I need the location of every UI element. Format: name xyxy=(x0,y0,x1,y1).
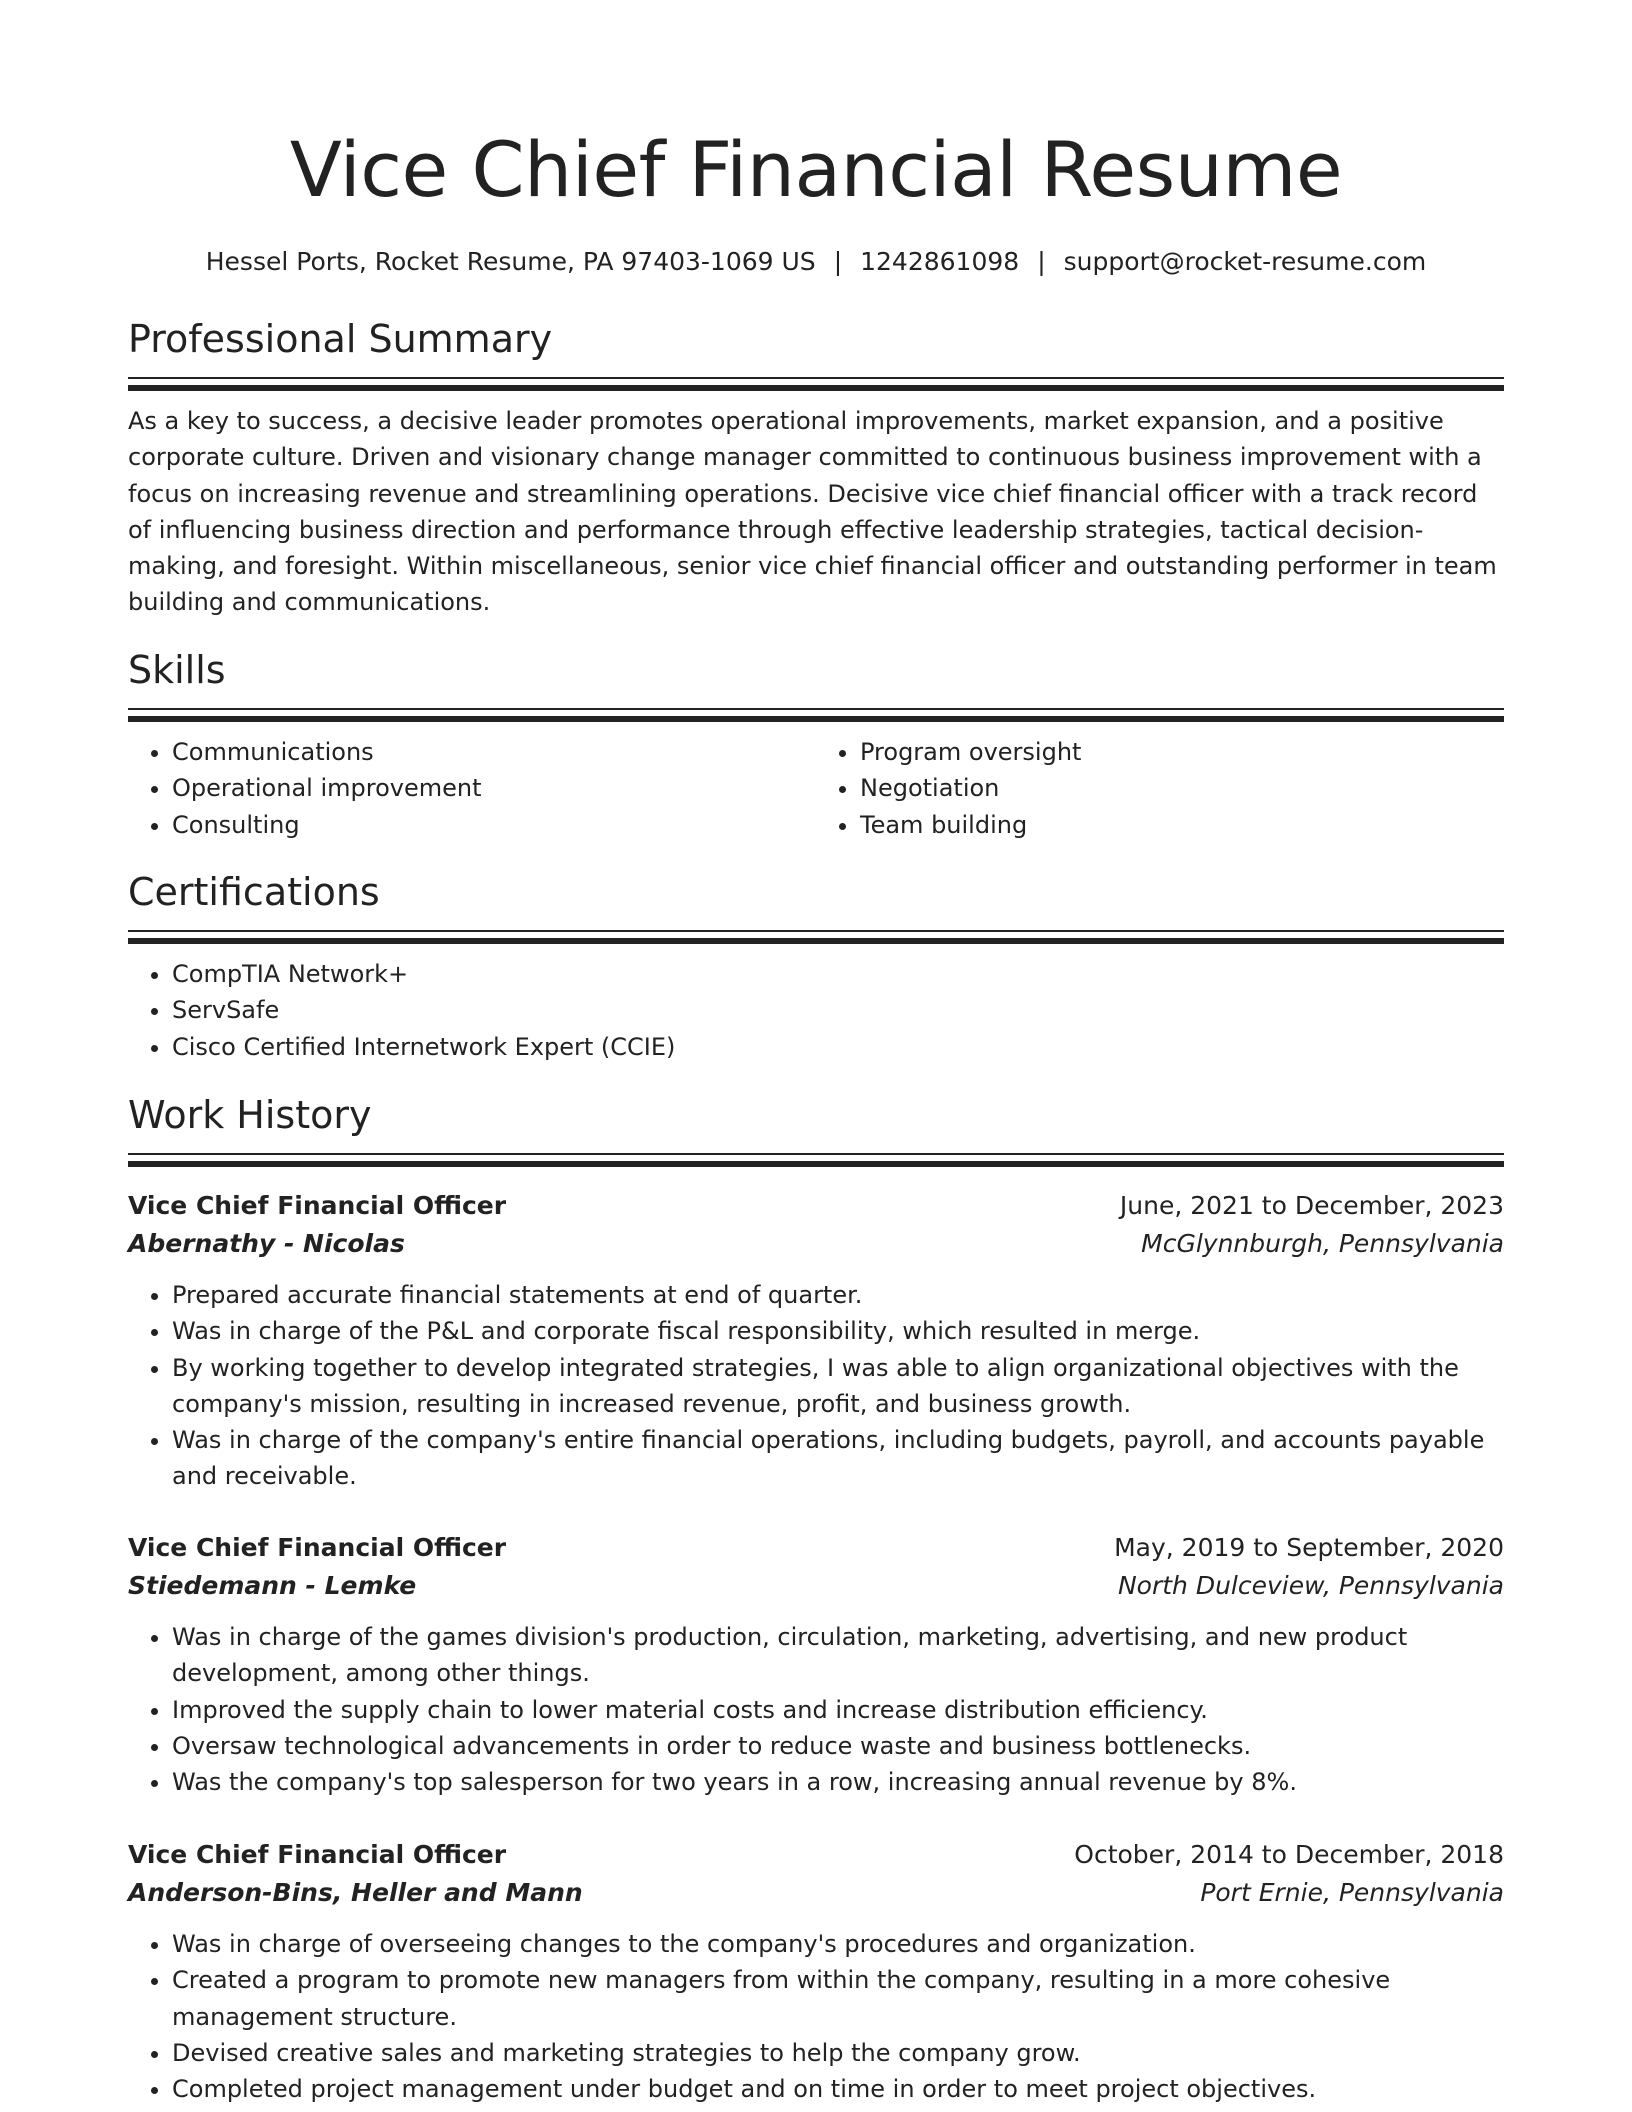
job-bullet: • By working together to develop integrated strategies, I was able to align organizational objectives with the company's mission, resulting in increased revenue, profit, and business growth. xyxy=(172,1350,1504,1423)
contact-address: Hessel Ports, Rocket Resume, PA 97403-1069 US xyxy=(205,247,816,276)
job-header-row xyxy=(128,1836,1504,1874)
job-dates: June, 2021 to December, 2023 xyxy=(1119,1191,1504,1220)
job-bullet: • Created a program to promote new managers from within the company, resulting in a more cohesive management structure. xyxy=(172,1962,1504,2035)
job-location: North Dulceview, Pennsylvania xyxy=(1117,1571,1504,1600)
certification-item: • CompTIA Network+ xyxy=(172,956,1504,992)
job-bullet: • Was in charge of the company's entire financial operations, including budgets, payroll, and accounts payable and receivable. xyxy=(172,1422,1504,1495)
job-bullet: • Devised creative sales and marketing strategies to help the company grow. xyxy=(172,2035,1504,2071)
section-heading-summary: Professional Summary xyxy=(128,317,553,361)
job-entry xyxy=(128,1836,1504,2107)
job-company: Abernathy - Nicolas xyxy=(128,1229,405,1258)
contact-phone: 1242861098 xyxy=(860,247,1020,276)
contact-line xyxy=(128,244,1504,280)
job-header-row xyxy=(128,1529,1504,1567)
job-bullet-list xyxy=(128,1277,1504,1495)
job-company-row xyxy=(128,1225,1504,1263)
skill-item: • Program oversight xyxy=(860,734,1504,770)
section-divider xyxy=(128,1153,1504,1165)
job-dates: October, 2014 to December, 2018 xyxy=(1074,1840,1504,1869)
skill-item: • Negotiation xyxy=(860,770,1504,806)
section-divider xyxy=(128,377,1504,389)
summary-text: As a key to success, a decisive leader promotes operational improvements, market expansion, and a positive corporate culture. Driven and visionary change manager committed to continuous business improvement with a focus on increasing revenue and streamlining operations. Decisive vice chief financial officer with a track record of influencing business direction and performance through effective leadership strategies, tactical decision-making, and foresight. Within miscellaneous, senior vice chief financial officer and outstanding performer in team building and communications. xyxy=(128,407,1497,617)
job-location: Port Ernie, Pennsylvania xyxy=(1200,1878,1504,1907)
skill-item: • Consulting xyxy=(172,807,816,843)
job-bullet: • Was in charge of the P&L and corporate fiscal responsibility, which resulted in merge. xyxy=(172,1313,1504,1349)
job-entry xyxy=(128,1529,1504,1800)
contact-separator: | xyxy=(1037,247,1046,276)
job-title: Vice Chief Financial Officer xyxy=(128,1191,507,1220)
job-bullet-list xyxy=(128,1926,1504,2107)
job-bullet: • Prepared accurate financial statements at end of quarter. xyxy=(172,1277,1504,1313)
skill-item: • Team building xyxy=(860,807,1504,843)
job-bullet-list xyxy=(128,1619,1504,1800)
certifications-list xyxy=(128,956,1504,1065)
skills-section xyxy=(128,644,1504,843)
job-company-row xyxy=(128,1874,1504,1912)
summary-section xyxy=(128,313,1504,621)
section-heading-skills: Skills xyxy=(128,648,226,692)
contact-separator: | xyxy=(833,247,843,276)
certifications-section xyxy=(128,866,1504,1065)
work-history-section xyxy=(128,1089,1504,1165)
job-bullet: • Improved the supply chain to lower material costs and increase distribution efficiency. xyxy=(172,1692,1504,1728)
job-title: Vice Chief Financial Officer xyxy=(128,1840,507,1869)
certification-item: • ServSafe xyxy=(172,992,1504,1028)
job-bullet: • Completed project management under budget and on time in order to meet project objectives. xyxy=(172,2071,1504,2107)
resume-title: Vice Chief Financial Resume xyxy=(289,125,1343,214)
job-bullet: • Oversaw technological advancements in order to reduce waste and business bottlenecks. xyxy=(172,1728,1504,1764)
job-dates: May, 2019 to September, 2020 xyxy=(1114,1533,1504,1562)
section-heading-certifications: Certifications xyxy=(128,870,380,914)
skill-item: • Operational improvement xyxy=(172,770,816,806)
section-divider xyxy=(128,708,1504,720)
job-company: Anderson-Bins, Heller and Mann xyxy=(128,1878,583,1907)
certification-item: • Cisco Certified Internetwork Expert (CCIE) xyxy=(172,1029,1504,1065)
job-entry xyxy=(128,1187,1504,1495)
skill-item: • Communications xyxy=(172,734,816,770)
job-company: Stiedemann - Lemke xyxy=(128,1571,417,1600)
section-heading-work-history: Work History xyxy=(128,1093,372,1137)
job-company-row xyxy=(128,1567,1504,1605)
resume-page xyxy=(128,0,1504,2104)
job-bullet: • Was in charge of overseeing changes to the company's procedures and organization. xyxy=(172,1926,1504,1962)
job-location: McGlynnburgh, Pennsylvania xyxy=(1141,1229,1504,1258)
skills-list-left xyxy=(128,734,816,843)
contact-email: support@rocket-resume.com xyxy=(1063,247,1427,276)
job-bullet: • Was the company's top salesperson for two years in a row, increasing annual revenue by 8%. xyxy=(172,1764,1504,1800)
job-title: Vice Chief Financial Officer xyxy=(128,1533,507,1562)
job-bullet: • Was in charge of the games division's production, circulation, marketing, advertising, and new product development, among other things. xyxy=(172,1619,1504,1692)
skills-list-right xyxy=(816,734,1504,843)
section-divider xyxy=(128,930,1504,942)
job-header-row xyxy=(128,1187,1504,1225)
skills-columns xyxy=(128,734,1504,843)
